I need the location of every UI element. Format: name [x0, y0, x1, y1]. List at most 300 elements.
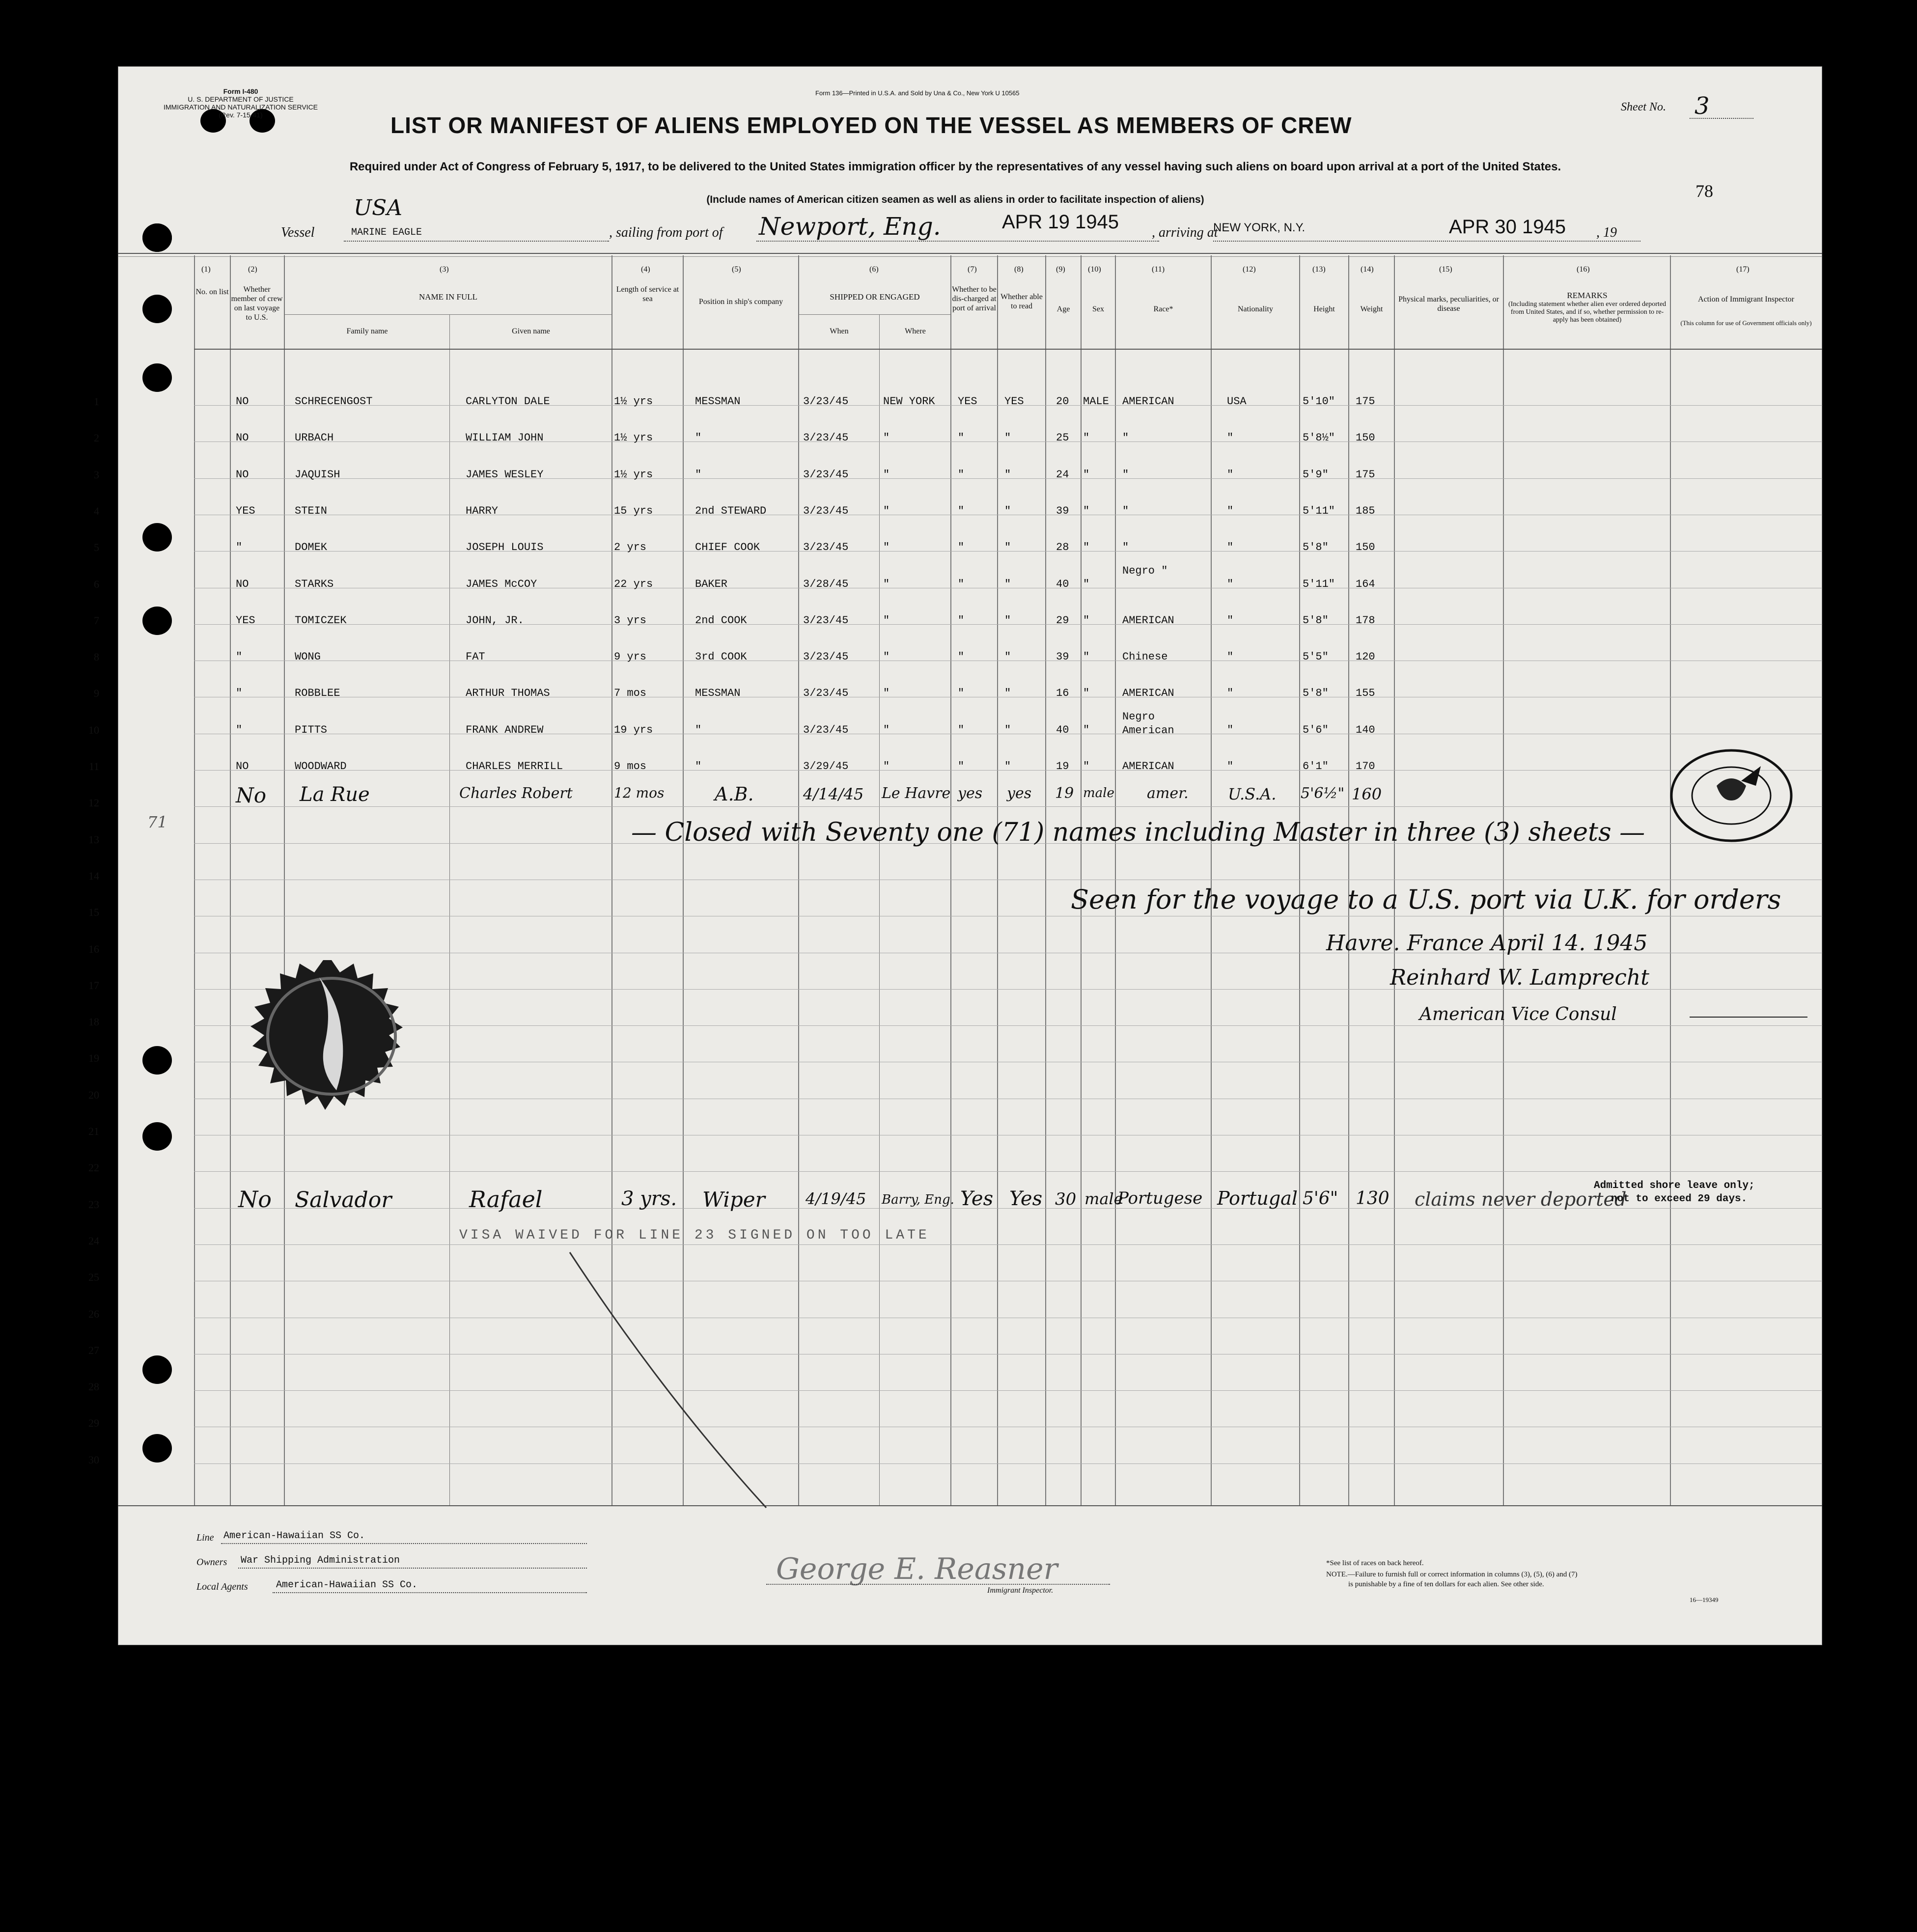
- place-date: Havre. France April 14. 1945: [1326, 931, 1648, 956]
- row-number: 4: [94, 504, 99, 517]
- row23-read: Yes: [1009, 1187, 1043, 1210]
- cell-where: ": [883, 578, 890, 590]
- cell-when: 3/23/45: [803, 432, 849, 444]
- cell-nationality: ": [1227, 760, 1234, 773]
- row23-weight: 130: [1356, 1188, 1389, 1209]
- row-number: 12: [88, 797, 99, 809]
- cell-given: HARRY: [466, 504, 499, 517]
- cell-position: 2nd STEWARD: [695, 504, 767, 517]
- cell-sex: ": [1083, 760, 1090, 773]
- cell-service: 9 yrs: [614, 651, 647, 663]
- cell-when: 3/23/45: [803, 504, 849, 517]
- column-number: (8): [1014, 265, 1024, 274]
- cell-read: ": [1004, 504, 1011, 517]
- header-name-in-full: NAME IN FULL: [419, 292, 477, 302]
- header-physical-marks: Physical marks, peculiarities, or disease: [1398, 295, 1499, 313]
- cell-service: 19 yrs: [614, 723, 653, 736]
- cell-discharge: ": [958, 541, 965, 554]
- row12-given: Charles Robert: [459, 785, 573, 802]
- cell-prev: NO: [236, 760, 249, 773]
- row-number: 9: [94, 687, 99, 700]
- strike-line: [565, 1247, 771, 1513]
- cell-discharge: YES: [958, 395, 977, 408]
- cell-read: ": [1004, 760, 1011, 773]
- department-block: [162, 87, 319, 119]
- table-top-rule-2: [118, 256, 1822, 257]
- arriving-underline: [1213, 241, 1640, 242]
- cell-service: 1½ yrs: [614, 395, 653, 408]
- row-rule: [194, 806, 1822, 807]
- row12-discharge: yes: [958, 785, 983, 802]
- header-bottom-rule: [194, 349, 1822, 350]
- cell-height: 5'8": [1303, 614, 1329, 627]
- row-number: 28: [88, 1380, 99, 1393]
- row-number: 1: [94, 395, 99, 408]
- cell-service: 2 yrs: [614, 541, 647, 554]
- cell-race: ": [1122, 504, 1129, 517]
- cell-nationality: ": [1227, 723, 1234, 736]
- header-shipped-engaged: SHIPPED OR ENGAGED: [830, 292, 920, 302]
- row-number: 3: [94, 468, 99, 481]
- inspector-underline: [766, 1584, 1110, 1585]
- vessel-underline: [344, 241, 609, 242]
- row-number: 11: [88, 760, 99, 773]
- cell-position: 2nd COOK: [695, 614, 747, 627]
- header-action-inspector: Action of Immigrant Inspector: [1698, 295, 1794, 304]
- row12-nationality: U.S.A.: [1228, 785, 1277, 803]
- cell-read: ": [1004, 614, 1011, 627]
- cell-race: AMERICAN: [1122, 687, 1174, 700]
- notary-seal-icon: [231, 958, 432, 1134]
- cell-age: 25: [1056, 432, 1069, 444]
- cell-prev: ": [236, 651, 243, 663]
- column-number: (2): [248, 265, 257, 274]
- printer-line: Form 136—Printed in U.S.A. and Sold by Una & Co., New York U 10565: [815, 89, 1020, 97]
- header-given-name: Given name: [512, 327, 550, 335]
- cell-weight: 150: [1356, 541, 1375, 554]
- include-note: (Include names of American citizen seamen as well as aliens in order to facilitate inspection of aliens): [706, 194, 1204, 205]
- cell-position: 3rd COOK: [695, 651, 747, 663]
- row-rule: [194, 1171, 1822, 1172]
- cell-discharge: ": [958, 651, 965, 663]
- row-number: 22: [88, 1161, 99, 1174]
- margin-count: 71: [147, 813, 167, 831]
- row23-sex: male: [1084, 1189, 1123, 1208]
- cell-race: Chinese: [1122, 651, 1168, 663]
- cell-when: 3/29/45: [803, 760, 849, 773]
- table-top-rule: [118, 253, 1822, 254]
- cell-age: 39: [1056, 504, 1069, 517]
- subtitle: Required under Act of Congress of February 5, 1917, to be delivered to the United States immigration officer by the representatives of any vessel having such aliens on board upon arrival at a port of the United States.: [349, 160, 1561, 173]
- cell-discharge: ": [958, 687, 965, 700]
- cell-family: WOODWARD: [295, 760, 347, 773]
- row-number: 10: [88, 723, 99, 736]
- cell-given: WILLIAM JOHN: [466, 432, 544, 444]
- header-last-voyage: Whether member of crew on last voyage to U.S.: [231, 285, 283, 322]
- row23-age: 30: [1055, 1189, 1077, 1209]
- arriving-date: APR 30 1945: [1449, 216, 1566, 238]
- column-rule: [879, 314, 880, 1505]
- cell-race: AMERICAN: [1122, 395, 1174, 408]
- footer-agents-underline: [273, 1592, 587, 1593]
- cell-where: ": [883, 468, 890, 481]
- cell-read: ": [1004, 687, 1011, 700]
- sailing-date: APR 19 1945: [1002, 211, 1119, 233]
- cell-prev: NO: [236, 468, 249, 481]
- revision-line: (Rev. 7-15-41): [219, 111, 263, 119]
- service-line: IMMIGRATION AND NATURALIZATION SERVICE: [164, 103, 318, 111]
- row-number: 8: [94, 651, 99, 663]
- cell-prev: YES: [236, 614, 255, 627]
- cell-discharge: ": [958, 432, 965, 444]
- column-number: (4): [641, 265, 650, 274]
- cell-read: ": [1004, 578, 1011, 590]
- cell-where: ": [883, 614, 890, 627]
- row-number: 5: [94, 541, 99, 554]
- cell-age: 19: [1056, 760, 1069, 773]
- cell-weight: 120: [1356, 651, 1375, 663]
- cell-discharge: ": [958, 468, 965, 481]
- header-weight: Weight: [1360, 305, 1383, 313]
- cell-where: ": [883, 541, 890, 554]
- cell-weight: 178: [1356, 614, 1375, 627]
- arriving-label: , arriving at: [1152, 225, 1218, 240]
- row12-position: A.B.: [715, 783, 754, 805]
- cell-age: 16: [1056, 687, 1069, 700]
- cell-weight: 155: [1356, 687, 1375, 700]
- cell-height: 5'8": [1303, 541, 1329, 554]
- cell-nationality: ": [1227, 651, 1234, 663]
- footer-owners-label: Owners: [196, 1557, 227, 1568]
- column-number: (12): [1243, 265, 1256, 274]
- row23-service: 3 yrs.: [621, 1187, 677, 1210]
- cell-prev: ": [236, 687, 243, 700]
- cell-service: 9 mos: [614, 760, 647, 773]
- cell-when: 3/23/45: [803, 468, 849, 481]
- row-number: 13: [88, 833, 99, 846]
- header-where: Where: [905, 327, 926, 335]
- sheet-number: 3: [1695, 92, 1710, 120]
- footer-line-underline: [221, 1543, 587, 1544]
- footer-owners-value: War Shipping Administration: [241, 1555, 400, 1566]
- cell-given: JAMES WESLEY: [466, 468, 544, 481]
- cell-service: 1½ yrs: [614, 468, 653, 481]
- cell-family: PITTS: [295, 723, 328, 736]
- cell-prev: ": [236, 723, 243, 736]
- row23-nationality: Portugal: [1217, 1187, 1298, 1209]
- cell-read: ": [1004, 432, 1011, 444]
- cell-service: 22 yrs: [614, 578, 653, 590]
- inspector-signature: George E. Reasner: [776, 1552, 1058, 1586]
- vessel-label: Vessel: [281, 225, 315, 240]
- row23-position: Wiper: [702, 1187, 765, 1212]
- row12-prev: No: [236, 783, 267, 807]
- punch-hole-icon: [142, 1122, 172, 1151]
- cell-race: ": [1122, 541, 1129, 554]
- consul-underline: [1690, 1017, 1807, 1018]
- row-number: 21: [88, 1125, 99, 1137]
- cell-where: NEW YORK: [883, 395, 935, 408]
- seen-line: Seen for the voyage to a U.S. port via U.K. for orders: [1071, 884, 1781, 915]
- cell-where: ": [883, 723, 890, 736]
- year-label: , 19: [1596, 225, 1617, 240]
- cell-age: 40: [1056, 723, 1069, 736]
- cell-nationality: ": [1227, 614, 1234, 627]
- cell-race: Negro American: [1122, 710, 1174, 737]
- row-rule: [194, 1390, 1822, 1391]
- cell-sex: ": [1083, 504, 1090, 517]
- sailing-underline: [756, 241, 1159, 242]
- row-number: 20: [88, 1088, 99, 1101]
- row-number: 16: [88, 942, 99, 955]
- row-number: 25: [88, 1271, 99, 1284]
- cell-when: 3/23/45: [803, 651, 849, 663]
- cell-when: 3/23/45: [803, 687, 849, 700]
- row23-discharge: Yes: [960, 1187, 994, 1210]
- row-number: 15: [88, 906, 99, 919]
- punch-hole-icon: [142, 523, 172, 552]
- punch-hole-icon: [142, 223, 172, 252]
- cell-sex: ": [1083, 541, 1090, 554]
- header-sex: Sex: [1092, 305, 1104, 313]
- department-line: U. S. DEPARTMENT OF JUSTICE: [188, 95, 294, 103]
- cell-read: ": [1004, 723, 1011, 736]
- cell-nationality: ": [1227, 687, 1234, 700]
- sailing-port: Newport, Eng.: [759, 212, 941, 241]
- cell-given: CARLYTON DALE: [466, 395, 550, 408]
- cell-weight: 175: [1356, 468, 1375, 481]
- column-number: (16): [1577, 265, 1590, 274]
- column-number: (5): [732, 265, 741, 274]
- row-number: 6: [94, 578, 99, 590]
- cell-prev: NO: [236, 395, 249, 408]
- punch-hole-icon: [142, 607, 172, 635]
- cell-given: ARTHUR THOMAS: [466, 687, 550, 700]
- header-action-detail: (This column for use of Government officials only): [1680, 319, 1812, 327]
- column-number: (17): [1736, 265, 1750, 274]
- cell-prev: NO: [236, 578, 249, 590]
- cell-where: ": [883, 651, 890, 663]
- cell-where: ": [883, 687, 890, 700]
- row23-action-1: Admitted shore leave only;: [1594, 1180, 1755, 1191]
- vessel-name: MARINE EAGLE: [351, 227, 422, 238]
- cell-weight: 140: [1356, 723, 1375, 736]
- cell-family: URBACH: [295, 432, 334, 444]
- row-number: 2: [94, 432, 99, 444]
- cell-nationality: USA: [1227, 395, 1247, 408]
- cell-given: JOHN, JR.: [466, 614, 524, 627]
- cell-service: 15 yrs: [614, 504, 653, 517]
- row23-prev: No: [238, 1186, 272, 1213]
- cell-sex: ": [1083, 651, 1090, 663]
- cell-given: JOSEPH LOUIS: [466, 541, 544, 554]
- cell-when: 3/28/45: [803, 578, 849, 590]
- row12-race: amer.: [1147, 785, 1189, 802]
- header-no-on-list: No. on list: [195, 288, 229, 296]
- row-number: 23: [88, 1198, 99, 1211]
- cell-position: MESSMAN: [695, 395, 741, 408]
- header-height: Height: [1313, 305, 1335, 313]
- cell-height: 5'5": [1303, 651, 1329, 663]
- row-number: 14: [88, 869, 99, 882]
- punch-hole-icon: [142, 1355, 172, 1384]
- header-race: Race*: [1153, 305, 1173, 313]
- row-number: 26: [88, 1307, 99, 1320]
- cell-read: YES: [1004, 395, 1024, 408]
- row12-service: 12 mos: [614, 785, 665, 801]
- column-number: (14): [1361, 265, 1374, 274]
- cell-family: JAQUISH: [295, 468, 340, 481]
- row12-weight: 160: [1352, 785, 1382, 803]
- cell-nationality: ": [1227, 541, 1234, 554]
- header-remarks-detail: (Including statement whether alien ever ordered deported from United States, and if so, whether permission to re-apply has been obtained): [1508, 301, 1667, 324]
- header-length-service: Length of service at sea: [616, 285, 679, 303]
- cell-weight: 150: [1356, 432, 1375, 444]
- cell-height: 5'6": [1303, 723, 1329, 736]
- header-when: When: [830, 327, 849, 335]
- cell-discharge: ": [958, 723, 965, 736]
- cell-sex: ": [1083, 578, 1090, 590]
- row12-height: 5'6½": [1301, 785, 1345, 802]
- cell-sex: ": [1083, 614, 1090, 627]
- row12-where: Le Havre: [882, 785, 951, 802]
- row12-when: 4/14/45: [803, 785, 864, 803]
- cell-age: 40: [1056, 578, 1069, 590]
- cell-race: ": [1122, 432, 1129, 444]
- cell-height: 6'1": [1303, 760, 1329, 773]
- cell-family: DOMEK: [295, 541, 328, 554]
- row23-family: Salvador: [295, 1187, 392, 1213]
- row-number: 30: [88, 1453, 99, 1466]
- row12-family: La Rue: [300, 783, 370, 806]
- cell-height: 5'8½": [1303, 432, 1335, 444]
- row12-age: 19: [1055, 785, 1074, 802]
- header-family-name: Family name: [346, 327, 388, 335]
- closed-line: — Closed with Seventy one (71) names including Master in three (3) sheets —: [631, 818, 1645, 847]
- column-number: (11): [1152, 265, 1165, 274]
- form-number: Form I-480: [223, 87, 258, 95]
- column-number: (3): [440, 265, 449, 274]
- row12-sex: male: [1083, 786, 1114, 800]
- cell-weight: 185: [1356, 504, 1375, 517]
- row-number: 7: [94, 614, 99, 627]
- column-number: (10): [1088, 265, 1101, 274]
- cell-service: 7 mos: [614, 687, 647, 700]
- cell-when: 3/23/45: [803, 614, 849, 627]
- inspector-label: Immigrant Inspector.: [987, 1586, 1054, 1595]
- column-number: (6): [869, 265, 879, 274]
- cell-family: STEIN: [295, 504, 328, 517]
- cell-service: 3 yrs: [614, 614, 647, 627]
- cell-position: ": [695, 760, 702, 773]
- footer-note-fine: NOTE.—Failure to furnish full or correct information in columns (3), (5), (6) and (7): [1326, 1571, 1578, 1578]
- cell-when: 3/23/45: [803, 723, 849, 736]
- row-number: 29: [88, 1417, 99, 1430]
- cell-height: 5'9": [1303, 468, 1329, 481]
- cell-nationality: ": [1227, 432, 1234, 444]
- cell-nationality: ": [1227, 468, 1234, 481]
- cell-position: CHIEF COOK: [695, 541, 760, 554]
- punch-hole-icon: [142, 1434, 172, 1463]
- cell-sex: ": [1083, 723, 1090, 736]
- sheet-number-underline: [1690, 118, 1753, 120]
- cell-nationality: ": [1227, 578, 1234, 590]
- cell-family: WONG: [295, 651, 321, 663]
- row-rule: [194, 1025, 1822, 1026]
- cell-height: 5'8": [1303, 687, 1329, 700]
- header-discharged: Whether to be dis-charged at port of arrival: [952, 285, 997, 312]
- cell-where: ": [883, 760, 890, 773]
- footer-note-races: *See list of races on back hereof.: [1326, 1559, 1424, 1567]
- cell-discharge: ": [958, 578, 965, 590]
- cell-height: 5'10": [1303, 395, 1335, 408]
- cell-position: ": [695, 723, 702, 736]
- cell-discharge: ": [958, 614, 965, 627]
- page-title: LIST OR MANIFEST OF ALIENS EMPLOYED ON THE VESSEL AS MEMBERS OF CREW: [390, 112, 1352, 138]
- cell-prev: ": [236, 541, 243, 554]
- header-nationality: Nationality: [1238, 305, 1273, 313]
- cell-family: STARKS: [295, 578, 334, 590]
- row23-race: Portugese: [1117, 1188, 1203, 1208]
- footer-owners-underline: [238, 1568, 587, 1569]
- row23-when: 4/19/45: [806, 1189, 866, 1208]
- column-rule: [449, 314, 450, 1505]
- footer-line-value: American-Hawaiian SS Co.: [223, 1530, 365, 1542]
- row-number: 27: [88, 1344, 99, 1356]
- cell-height: 5'11": [1303, 504, 1335, 517]
- cell-weight: 170: [1356, 760, 1375, 773]
- column-number: (1): [201, 265, 211, 274]
- row23-where: Barry, Eng.: [882, 1192, 954, 1207]
- cell-sex: MALE: [1083, 395, 1109, 408]
- footer-agents-label: Local Agents: [196, 1581, 248, 1592]
- cell-when: 3/23/45: [803, 395, 849, 408]
- cell-sex: ": [1083, 687, 1090, 700]
- cell-sex: ": [1083, 468, 1090, 481]
- punch-hole-icon: [142, 295, 172, 323]
- cell-family: ROBBLEE: [295, 687, 340, 700]
- cell-where: ": [883, 504, 890, 517]
- cell-prev: NO: [236, 432, 249, 444]
- column-number: (9): [1056, 265, 1065, 274]
- cell-given: CHARLES MERRILL: [466, 760, 563, 773]
- row12-read: yes: [1007, 785, 1032, 802]
- cell-weight: 175: [1356, 395, 1375, 408]
- column-number: (7): [968, 265, 977, 274]
- cell-age: 20: [1056, 395, 1069, 408]
- page-mark: 78: [1695, 181, 1713, 201]
- cell-age: 39: [1056, 651, 1069, 663]
- row-number: 19: [88, 1052, 99, 1065]
- consul-signature: Reinhard W. Lamprecht: [1390, 965, 1649, 990]
- consul-title: American Vice Consul: [1419, 1004, 1617, 1024]
- footer-code: 16—19349: [1690, 1596, 1719, 1603]
- cell-age: 24: [1056, 468, 1069, 481]
- cell-race: Negro ": [1122, 564, 1168, 577]
- cell-age: 29: [1056, 614, 1069, 627]
- visa-note: VISA WAIVED FOR LINE 23 SIGNED ON TOO LATE: [459, 1228, 930, 1243]
- shipped-subheader-rule: [798, 314, 950, 315]
- footer-line-label: Line: [196, 1532, 214, 1543]
- cell-sex: ": [1083, 432, 1090, 444]
- row-number: 17: [88, 979, 99, 992]
- cell-prev: YES: [236, 504, 255, 517]
- cell-position: ": [695, 468, 702, 481]
- cell-given: FAT: [466, 651, 485, 663]
- sailing-label: , sailing from port of: [609, 225, 723, 240]
- row23-height: 5'6": [1303, 1188, 1338, 1209]
- cell-position: MESSMAN: [695, 687, 741, 700]
